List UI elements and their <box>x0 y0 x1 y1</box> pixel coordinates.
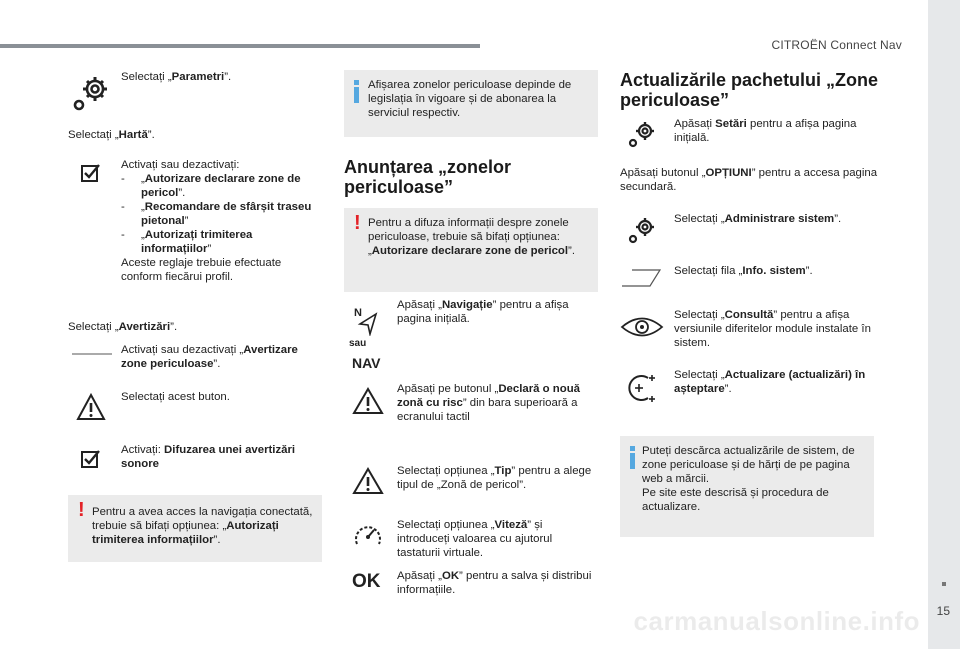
select-admin-text: Selectați „Administrare sistem”. <box>674 213 842 225</box>
checkbox-icon <box>80 162 102 184</box>
page-number: 15 <box>936 604 950 618</box>
select-parametri-text: Selectați „Parametri”. <box>121 71 232 83</box>
press-setari-text: Apăsați Setări pentru a afișa pagina inițială. <box>674 118 857 144</box>
page-sidebar <box>928 0 960 649</box>
info-box: Afișarea zonelor periculoase depinde de legislația în vigoare și de abonarea la serviciul respectiv. <box>344 70 598 137</box>
info-box: Puteți descărca actualizările de sistem, de zone periculoase și de hărți de pe pagina web a mărcii. Pe site este descrisă și procedura de actualizare. <box>620 436 874 537</box>
heading-actualizari: Actualizările pachetului „Zone periculoase” <box>620 70 879 110</box>
press-declara-text: Apăsați pe butonul „Declară o nouă zonă cu risc” din bara superioară a ecranului tactil <box>397 383 580 423</box>
activate-difuzare-text: Activați: Difuzarea unei avertizări sonore <box>121 444 296 470</box>
sau-label: sau <box>349 338 367 349</box>
ok-label: OK <box>352 571 381 592</box>
header-rule <box>0 44 480 48</box>
activate-avertizare-text: Activați sau dezactivați „Avertizare zone periculoase”. <box>121 344 298 370</box>
warning-box: ! Pentru a avea acces la navigația conectată, trebuie să bifați opțiunea: „Autorizați trimiterea informațiilor”. <box>68 495 322 562</box>
checkbox-icon <box>80 448 102 470</box>
info-icon <box>630 446 635 469</box>
press-navigatie-text: Apăsați „Navigație” pentru a afișa pagina inițială. <box>397 299 569 325</box>
select-button-text: Selectați acest buton. <box>121 391 230 403</box>
warning-triangle-icon <box>76 392 106 422</box>
tab-icon <box>620 266 664 288</box>
warning-triangle-icon <box>352 386 384 416</box>
gear-icon <box>72 72 112 112</box>
warning-box: ! Pentru a difuza informații despre zonele periculoase, trebuie să bifați opțiunea: „Autorizare declarare zone de pericol”. <box>344 208 598 292</box>
select-viteza-text: Selectați opțiunea „Viteză” și introduceți valoarea cu ajutorul tastaturii virtuale. <box>397 519 553 559</box>
select-consulta-text: Selectați „Consultă” pentru a afișa versiunile diferitelor module instalate în sistem. <box>674 309 871 349</box>
svg-text:N: N <box>354 307 362 319</box>
heading-anuntarea: Anunțarea „zonelor periculoase” <box>344 157 512 197</box>
toggle-line-icon <box>72 352 112 356</box>
update-icon <box>624 372 658 404</box>
press-optiuni-text: Apăsați butonul „OPȚIUNI” pentru a accesa pagina secundară. <box>620 167 878 193</box>
press-ok-text: Apăsați „OK” pentru a salva și distribui informațiile. <box>397 570 592 596</box>
select-avertizari-text: Selectați „Avertizări”. <box>68 321 178 333</box>
nav-label: NAV <box>352 355 381 371</box>
gear-icon <box>628 214 658 244</box>
activate-settings-text: Activați sau dezactivați: - „Autorizare declarare zone de pericol”. - „Recomandare de sfârșit traseu pietonal” - „Autorizați trimiterea informațiilor” Aceste reglaje trebuie efectuate conform fiecărui profil. <box>121 158 321 284</box>
select-tip-text: Selectați opțiunea „Tip” pentru a alege tipul de „Zonă de pericol”. <box>397 465 592 491</box>
end-marker <box>942 582 946 586</box>
gear-icon <box>628 118 658 148</box>
select-info-text: Selectați fila „Info. sistem”. <box>674 265 813 277</box>
eye-icon <box>620 314 664 340</box>
navigation-arrow-icon <box>352 306 380 336</box>
watermark: carmanualsonline.info <box>633 606 920 636</box>
select-harta-text: Selectați „Hartă”. <box>68 129 155 141</box>
info-icon <box>354 80 359 103</box>
warning-triangle-icon <box>352 466 384 496</box>
select-actualizare-text: Selectați „Actualizare (actualizări) în așteptare”. <box>674 369 866 395</box>
speedometer-icon <box>352 520 384 550</box>
header-title: CITROËN Connect Nav <box>771 38 902 52</box>
